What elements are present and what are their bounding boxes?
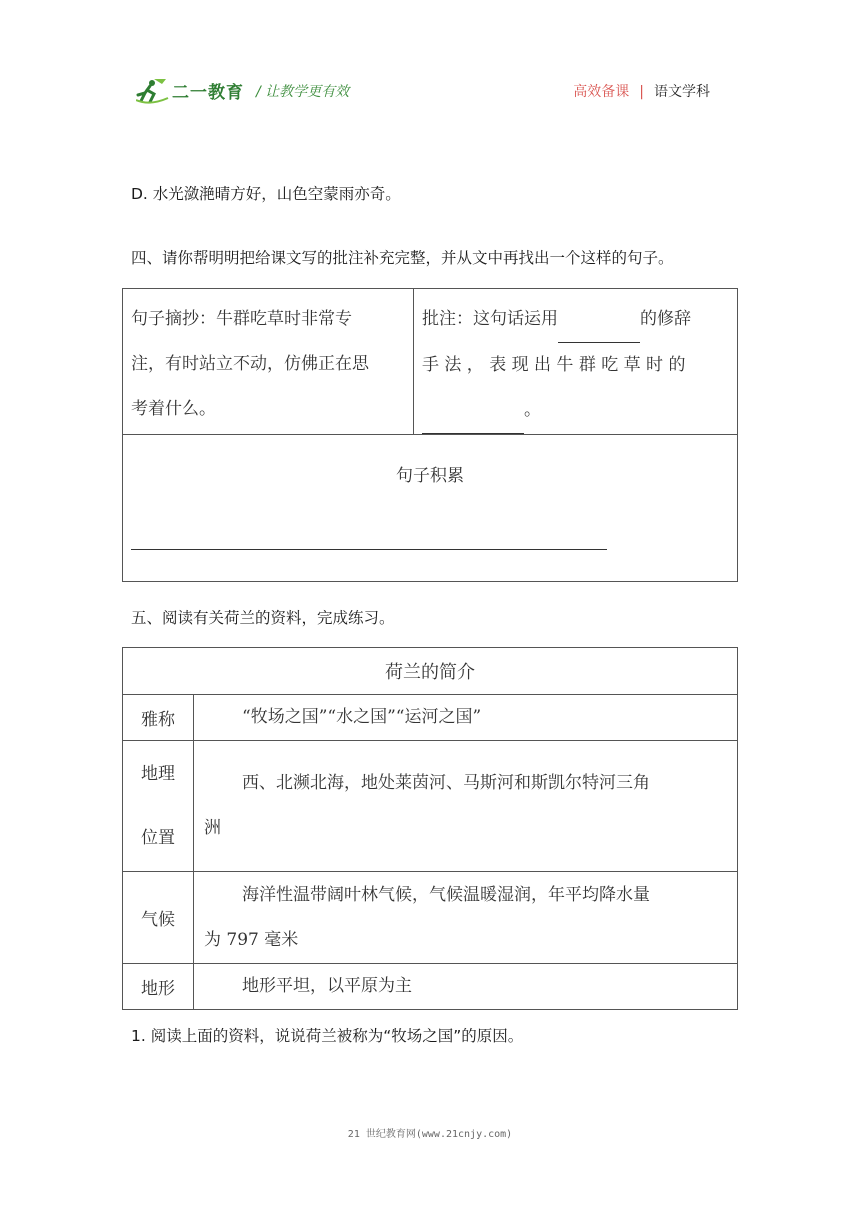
page-header bbox=[0, 0, 860, 120]
row-value: 地形平坦，以平原为主 bbox=[194, 964, 738, 1010]
table-row bbox=[123, 741, 738, 872]
annotation-text: 的修辞 bbox=[640, 309, 691, 329]
excerpt-line: 注，有时站立不动，仿佛正在思 bbox=[131, 354, 369, 374]
excerpt-line: 句子摘抄：牛群吃草时非常专 bbox=[131, 309, 352, 329]
row-label: 地形 bbox=[123, 964, 194, 1010]
header-separator: | bbox=[639, 84, 644, 100]
table-row bbox=[123, 872, 738, 964]
accumulate-title: 句子积累 bbox=[396, 466, 464, 486]
table-title: 荷兰的简介 bbox=[123, 648, 738, 695]
annotation-text: 批注：这句话运用 bbox=[422, 309, 558, 329]
header-subject-label: 语文学科 bbox=[654, 84, 710, 100]
effect-blank[interactable] bbox=[422, 388, 524, 434]
row-label: 雅称 bbox=[123, 695, 194, 741]
brand-name: 二一教育 bbox=[172, 83, 244, 103]
annotation-line: 手 法 ， 表 现 出 牛 群 吃 草 时 的 bbox=[422, 355, 686, 375]
header-category: 高效备课 bbox=[573, 84, 630, 100]
accumulate-cell bbox=[123, 435, 738, 582]
row-label: 地理 位置 bbox=[123, 741, 194, 872]
row-label: 气候 bbox=[123, 872, 194, 964]
row-value: “牧场之国”“水之国”“运河之国” bbox=[194, 695, 738, 741]
excerpt-line: 考着什么。 bbox=[131, 399, 216, 419]
header-subject bbox=[573, 81, 710, 101]
section4-heading: 四、请你帮明明把给课文写的批注补充完整，并从文中再找出一个这样的句子。 bbox=[131, 249, 674, 267]
table-row bbox=[123, 695, 738, 741]
row-value: 西、北濒北海，地处莱茵河、马斯河和斯凯尔特河三角 洲 bbox=[194, 741, 738, 872]
section5-heading: 五、阅读有关荷兰的资料，完成练习。 bbox=[131, 609, 395, 627]
page-footer: 21 世纪教育网(www.21cnjy.com) bbox=[347, 1129, 513, 1140]
annotation-end: 。 bbox=[524, 400, 541, 420]
netherlands-table bbox=[122, 647, 738, 1010]
excerpt-cell bbox=[123, 289, 414, 435]
question-1: 1. 阅读上面的资料，说说荷兰被称为“牧场之国”的原因。 bbox=[131, 1027, 524, 1045]
annotation-table bbox=[122, 288, 738, 582]
annotation-cell bbox=[414, 289, 738, 435]
brand-slogan: / 让教学更有效 bbox=[256, 84, 350, 100]
row-value: 海洋性温带阔叶林气候，气候温暖湿润，年平均降水量 为 797 毫米 bbox=[194, 872, 738, 964]
table-row bbox=[123, 964, 738, 1010]
answer-line[interactable] bbox=[131, 549, 607, 550]
option-d: D. 水光潋滟晴方好，山色空蒙雨亦奇。 bbox=[131, 185, 401, 203]
rhetoric-blank[interactable] bbox=[558, 297, 640, 343]
